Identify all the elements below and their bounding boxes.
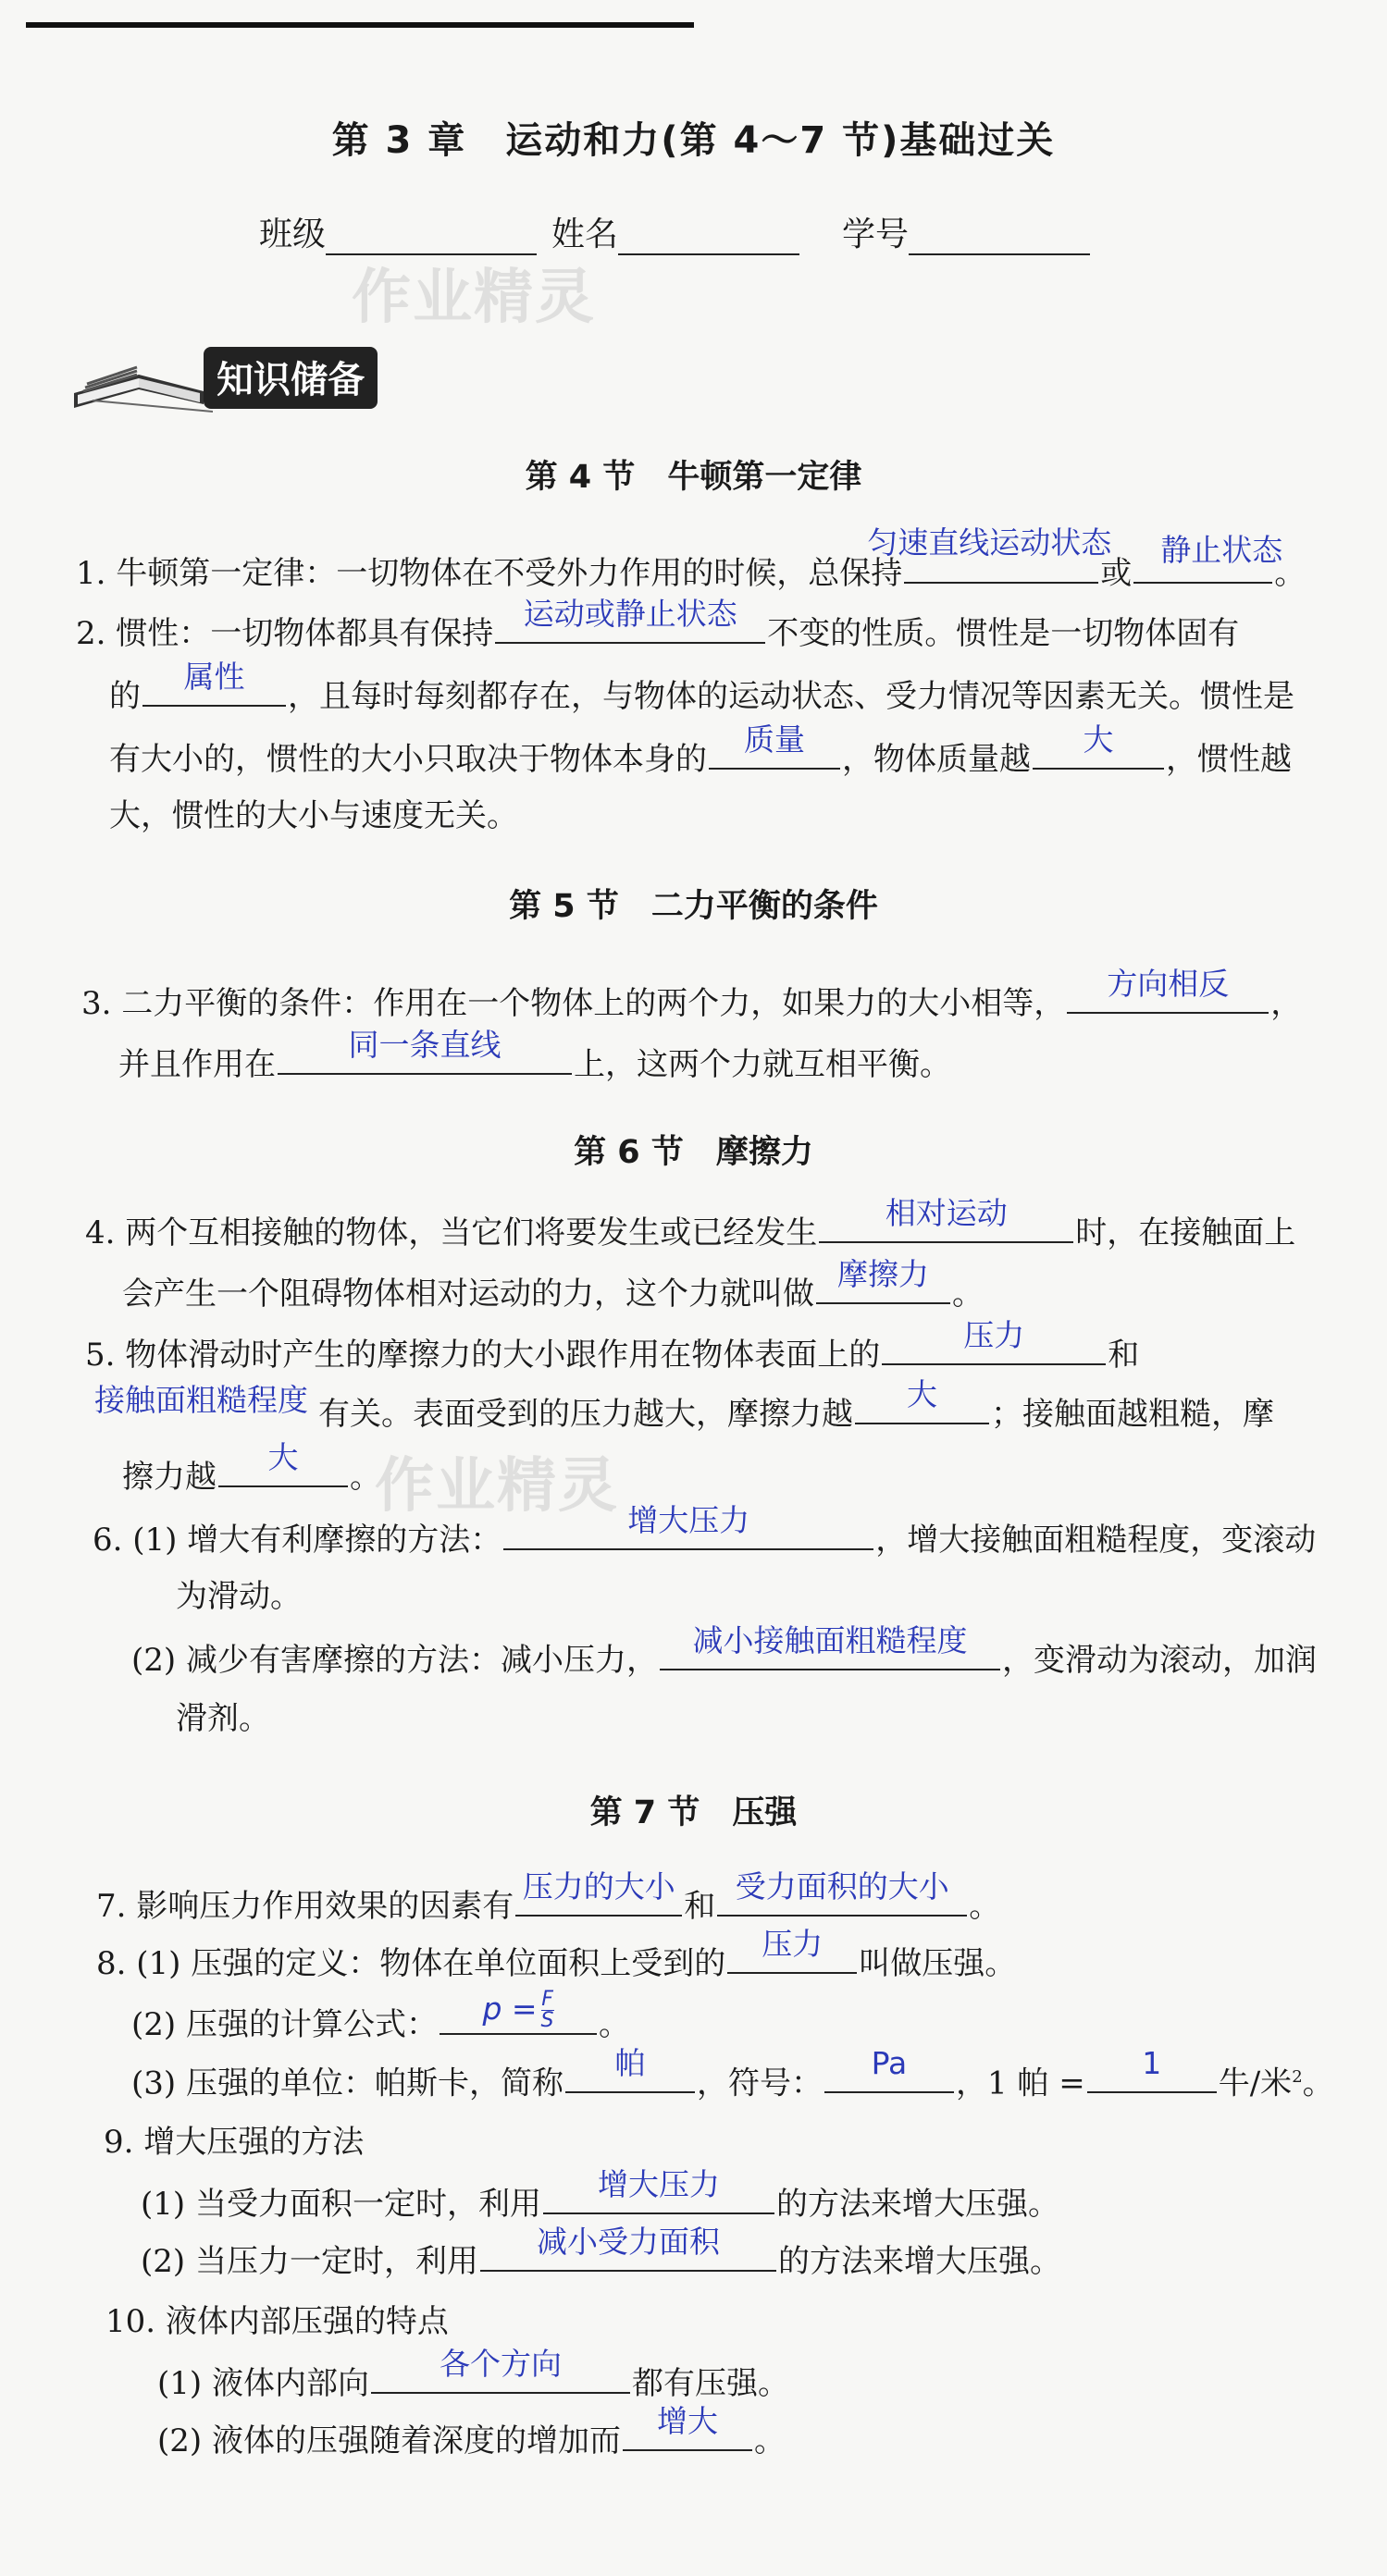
question-6-1-line-2: 为滑动。 — [176, 1578, 302, 1615]
answer-blank[interactable]: 大 — [218, 1454, 348, 1487]
question-4-line-2: 会产生一个阻碍物体相对运动的力，这个力就叫做 摩擦力 。 — [122, 1256, 984, 1313]
answer-blank[interactable]: 大 — [1033, 736, 1164, 770]
question-2-line-3: 有大小的，惯性的大小只取决于物体本身的 质量 ，物体质量越 大 ，惯性越 — [109, 721, 1292, 778]
question-9: 9. 增大压强的方法 — [104, 2124, 365, 2161]
answer-blank[interactable] — [440, 1988, 597, 2035]
answer-blank[interactable]: 1 — [1087, 2060, 1217, 2093]
name-label: 姓名 — [551, 216, 619, 253]
answer-blank[interactable]: 同一条直线 — [278, 1041, 572, 1075]
question-3: 3. 二力平衡的条件：作用在一个物体上的两个力，如果力的大小相等， 方向相反 ， — [81, 966, 1303, 1022]
section-heading: 第 4 节 牛顿第一定律 — [525, 459, 862, 496]
number-label: 学号 — [842, 216, 910, 253]
answer-blank[interactable]: 增大压力 — [543, 2181, 774, 2214]
question-2: 2. 惯性：一切物体都具有保持 运动或静止状态 不变的性质。惯性是一切物体固有 — [76, 596, 1240, 652]
question-3-line-2: 并且作用在 同一条直线 上，这两个力就互相平衡。 — [118, 1027, 951, 1083]
top-rule — [26, 22, 694, 28]
pressure-formula: p = $\frac{F}{S}$ — [482, 1988, 554, 2032]
question-5-line-3: 擦力越 大 。 — [122, 1439, 381, 1496]
section-heading: 第 5 节 二力平衡的条件 — [509, 888, 878, 925]
watermark: 作业精灵 — [352, 264, 596, 332]
question-8-3: (3) 压强的单位：帕斯卡，简称 帕 ，符号： Pa ，1 帕 = 1 牛/米$^2$。 — [131, 2045, 1334, 2102]
question-2-line-2: 的 属性 ，且每时每刻都存在，与物体的运动状态、受力情况等因素无关。惯性是 — [109, 659, 1294, 715]
question-4: 4. 两个互相接触的物体，当它们将要发生或已经发生 相对运动 时，在接触面上 — [85, 1195, 1296, 1251]
watermark: 作业精灵 — [375, 1452, 619, 1521]
answer-blank[interactable]: 增大压力 — [503, 1517, 873, 1550]
question-9-1: (1) 当受力面积一定时，利用 增大压力 的方法来增大压强。 — [141, 2166, 1059, 2223]
answer-blank[interactable]: 相对运动 — [819, 1210, 1073, 1243]
name-field — [551, 208, 799, 255]
answer-blank[interactable]: 增大 — [623, 2418, 752, 2451]
answer-blank[interactable]: 受力面积的大小 — [717, 1883, 967, 1917]
answer-blank[interactable]: 压力 — [727, 1941, 857, 1974]
number-field — [842, 208, 1090, 255]
answer-blank[interactable]: 帕 — [565, 2060, 695, 2093]
answer-blank[interactable]: 匀速直线运动状态 — [904, 550, 1098, 584]
answer-blank[interactable]: 运动或静止状态 — [495, 610, 765, 644]
banner-label: 知识储备 — [204, 347, 378, 409]
question-8-2: (2) 压强的计算公式： p = $\frac{F}{S}$ 。 — [131, 1988, 630, 2043]
number-blank[interactable] — [909, 222, 1090, 255]
answer-blank[interactable]: 摩擦力 — [816, 1271, 950, 1304]
page-title: 第 3 章 运动和力(第 4～7 节)基础过关 — [331, 119, 1056, 162]
answer-blank[interactable]: 静止状态 — [1133, 550, 1272, 584]
question-10-1: (1) 液体内部向 各个方向 都有压强。 — [157, 2346, 789, 2402]
answer-blank[interactable]: 压力 — [882, 1332, 1106, 1365]
question-1: 1. 牛顿第一定律：一切物体在不受外力作用的时候，总保持 匀速直线运动状态 或 静止状态 。 — [76, 524, 1307, 592]
question-6-2-line-2: 滑剂。 — [176, 1700, 270, 1737]
answer-blank[interactable]: 各个方向 — [371, 2360, 630, 2394]
name-blank[interactable] — [618, 222, 799, 255]
answer-blank[interactable]: 减小受力面积 — [480, 2238, 776, 2272]
class-label: 班级 — [259, 216, 327, 253]
question-10-2: (2) 液体的压强随着深度的增加而 增大 。 — [157, 2403, 786, 2459]
answer-blank[interactable]: 压力的大小 — [515, 1883, 682, 1917]
question-10: 10. 液体内部压强的特点 — [105, 2303, 449, 2340]
question-6-1: 6. (1) 增大有利摩擦的方法： 增大压力 ，增大接触面粗糙程度，变滚动 — [93, 1502, 1317, 1559]
answer-blank[interactable]: 质量 — [709, 736, 840, 770]
question-2-line-4: 大，惯性的大小与速度无关。 — [109, 797, 518, 834]
answer-blank[interactable]: 方向相反 — [1067, 980, 1269, 1014]
question-7: 7. 影响压力作用效果的因素有 压力的大小 和 受力面积的大小 。 — [96, 1868, 1001, 1925]
answer-blank[interactable]: 接触面粗糙程度 — [94, 1382, 308, 1418]
question-5: 5. 物体滑动时产生的摩擦力的大小跟作用在物体表面上的 压力 和 — [85, 1317, 1140, 1374]
knowledge-banner — [65, 347, 365, 425]
class-field — [259, 208, 537, 255]
question-8-1: 8. (1) 压强的定义：物体在单位面积上受到的 压力 叫做压强。 — [96, 1926, 1017, 1982]
answer-blank[interactable]: Pa — [824, 2060, 954, 2093]
section-heading: 第 6 节 摩擦力 — [574, 1134, 813, 1171]
answer-blank[interactable]: 减小接触面粗糙程度 — [660, 1637, 1000, 1670]
book-icon — [65, 347, 213, 421]
question-5-line-2: 接触面粗糙程度 有关。表面受到的压力越大，摩擦力越 大 ；接触面越粗糙，摩 — [94, 1376, 1274, 1433]
question-6-2: (2) 减少有害摩擦的方法：减小压力， 减小接触面粗糙程度 ，变滑动为滚动，加润 — [131, 1622, 1317, 1679]
answer-blank[interactable]: 大 — [855, 1391, 989, 1424]
section-heading: 第 7 节 压强 — [589, 1794, 798, 1831]
answer-blank[interactable]: 属性 — [142, 673, 286, 707]
question-9-2: (2) 当压力一定时，利用 减小受力面积 的方法来增大压强。 — [141, 2224, 1061, 2280]
